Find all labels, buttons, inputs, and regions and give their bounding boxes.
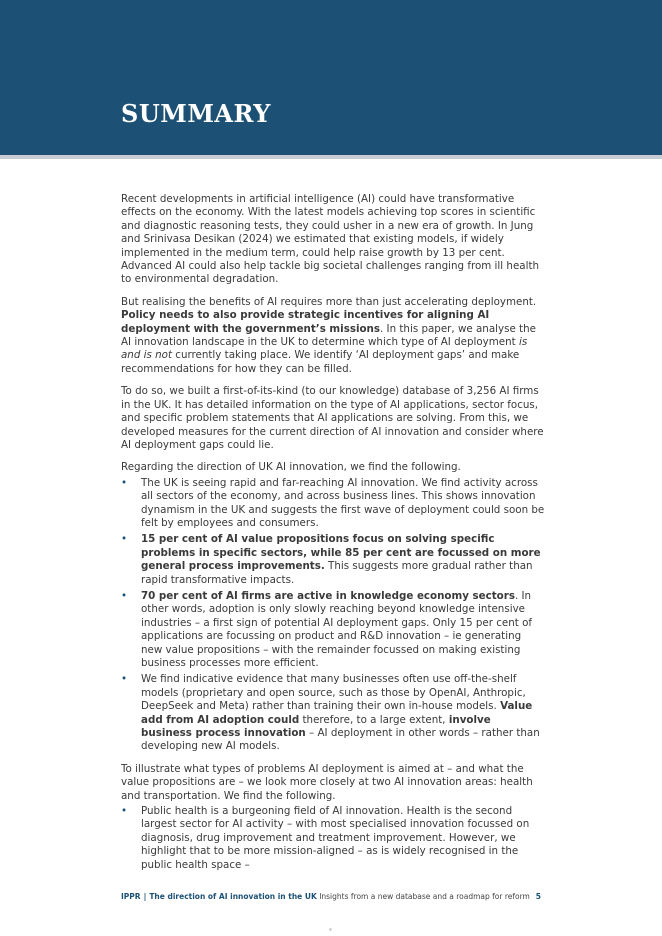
paragraph-illustrate: To illustrate what types of problems AI deployment is aimed at – and what the value propositions are – we look more closely at two AI innovation areas: health and transportation. We find the following.: [121, 762, 533, 802]
bullet-icon: •: [121, 476, 128, 489]
page-footer: [121, 892, 541, 901]
bullet-icon: •: [121, 589, 128, 602]
text-span: currently taking place. We identify ‘AI deployment gaps’ and make recommendations for how they can be filled.: [121, 349, 520, 375]
list-item-text: This suggests more gradual rather than rapid transformative impacts.: [141, 560, 533, 586]
areas-list: [121, 805, 545, 872]
list-item-text: – AI deployment in other words – rather than developing new AI models.: [141, 727, 540, 753]
footer-subtitle: Insights from a new database and a roadmap for reform: [319, 892, 530, 901]
bullet-icon: •: [121, 805, 128, 818]
emphasis-text: Value add from AI adoption could: [141, 700, 533, 726]
footer-separator: |: [143, 892, 147, 901]
emphasis-text: 15 per cent of AI value propositions focus on solving specific problems in specific sectors, while 85 per cent are focussed on more general process improvements.: [141, 533, 541, 573]
header-banner: [0, 0, 662, 157]
bullet-icon: •: [121, 533, 128, 546]
list-item: [121, 805, 545, 872]
list-item-text: therefore, to a large extent,: [299, 713, 449, 726]
paragraph-database: To do so, we built a first-of-its-kind (to our knowledge) database of 3,256 AI firms in the UK. It has detailed information on the type of AI applications, sector focus, and specific problem statements that AI applications are solving. From this, we developed measures for the current direction of AI innovation and consider where AI deployment gaps could lie.: [121, 385, 544, 451]
emphasis-text: involve business process innovation: [141, 713, 491, 740]
header-divider: [0, 155, 662, 159]
list-item: [121, 590, 545, 670]
list-item-text: We find indicative evidence that many businesses often use off-the-shelf models (proprietary and open source, such as those by OpenAI, Anthropic, DeepSeek and Meta) rather than training their own in-house models.: [141, 673, 526, 713]
body-text: [121, 193, 545, 881]
text-span: But realising the benefits of AI requires more than just accelerating deployment.: [121, 295, 537, 308]
page-number: 5: [535, 892, 541, 901]
paragraph-findings-intro: Regarding the direction of UK AI innovation, we find the following.: [121, 461, 461, 474]
list-item: [121, 477, 545, 531]
paragraph-policy: [121, 296, 545, 376]
findings-list: [121, 477, 545, 754]
footer-org: IPPR: [121, 892, 141, 901]
page-title: SUMMARY: [121, 99, 271, 128]
italic-text: is and is not: [121, 336, 528, 362]
footer-report-title: The direction of AI innovation in the UK: [149, 892, 317, 901]
list-item: [121, 533, 545, 587]
paragraph-intro: Recent developments in artificial intelligence (AI) could have transformative effects on the economy. With the latest models achieving top scores in scientific and diagnostic reasoning tests, they could usher in a new era of growth. In Jung and Srinivasa Desikan (2024) we estimated that existing models, if widely implemented in the medium term, could help raise growth by 13 per cent. Advanced AI could also help tackle big societal challenges ranging from ill health to environmental degradation.: [121, 193, 540, 286]
emphasis-text: Policy needs to also provide strategic incentives for aligning AI deployment with the government’s missions: [121, 309, 490, 335]
emphasis-text: 70 per cent of AI firms are active in knowledge economy sectors: [141, 589, 515, 602]
list-item: [121, 673, 545, 753]
list-item-text: . In other words, adoption is only slowly reaching beyond knowledge intensive industries – a first sign of potential AI deployment gaps. Only 15 per cent of applications are focussing on product and R&D innovation – ie generating new value propositions – with the remainder focussed on making existing business processes more efficient.: [141, 589, 533, 669]
list-item-text: The UK is seeing rapid and far-reaching AI innovation. We find activity across all sectors of the economy, and across business lines. This shows innovation dynamism in the UK and suggests the first wave of deployment could soon be felt by employees and consumers.: [141, 476, 545, 529]
page-marker-dot: [329, 928, 332, 931]
bullet-icon: •: [121, 673, 128, 686]
list-item-text: Public health is a burgeoning field of AI innovation. Health is the second largest sector for AI activity – with most specialised innovation focussed on diagnosis, drug improvement and treatment improvement. However, we highlight that to be more mission-aligned – as is widely recognised in the public health space –: [141, 805, 530, 871]
text-span: . In this paper, we analyse the AI innovation landscape in the UK to determine which type of AI deployment: [121, 322, 536, 349]
